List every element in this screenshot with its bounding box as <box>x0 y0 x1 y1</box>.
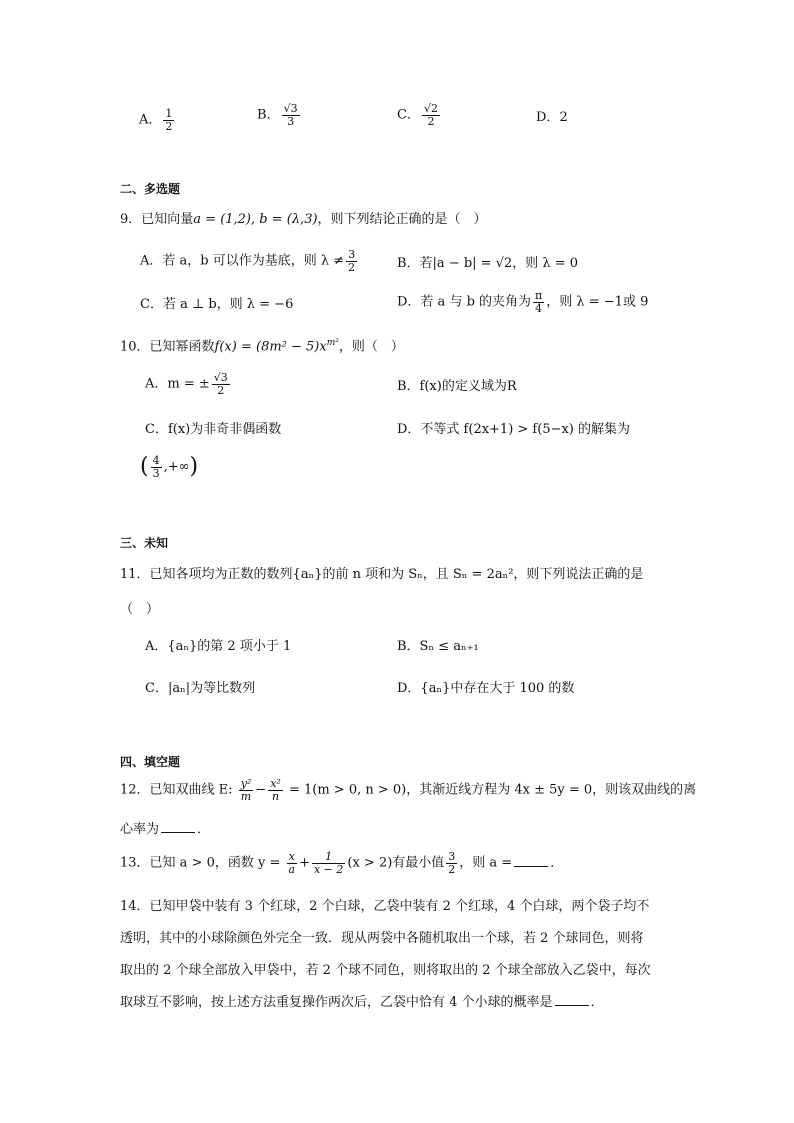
question-14-line4: 取球互不影响，按上述方法重复操作两次后，乙袋中恰有 4 个小球的概率是 ． <box>120 995 604 1010</box>
question-12-line2: 心率为 ． <box>120 822 211 837</box>
section-heading-fill: 四、填空题 <box>120 755 181 769</box>
option-d: D．2 <box>536 110 568 125</box>
q11-option-a: A．{aₙ}的第 2 项小于 1 <box>145 639 292 654</box>
q11-option-d: D．{aₙ}中存在大于 100 的数 <box>397 681 575 696</box>
q10-option-d-interval: ( $\frac{4}{3}$ ,+∞) <box>140 454 199 480</box>
q9-option-d: D．若 a 与 b 的夹角为 $\frac{\pi}{4}$ ，则 λ = −1或 9 <box>397 289 649 315</box>
q13-answer-blank[interactable] <box>514 866 548 867</box>
section-heading-unknown: 三、未知 <box>120 536 169 550</box>
q11-option-c: C．|aₙ|为等比数列 <box>145 681 256 696</box>
question-14-line2: 透明，其中的小球除颜色外完全一致．现从两袋中各随机取出一个球，若 2 个球同色，则将 <box>120 931 644 946</box>
question-11-stem: 11．已知各项均为正数的数列{aₙ}的前 n 项和为 Sₙ，且 Sₙ = 2aₙ²，则下列说法正确的是 <box>120 567 644 582</box>
option-c: C． $\frac{√2}{2}$ <box>397 102 438 128</box>
q9-option-c: C．若 a ⊥ b，则 λ = −6 <box>140 297 294 312</box>
question-10-stem: 10．已知幂函数$f(x) = (8m^2 - 5)x^{m^2}$，则（ ） <box>120 338 404 355</box>
question-13: 13．已知 a > 0，函数 y = $\frac{x}{a}$ + $\frac{1}{x - 2}$ (x > 2)有最小值 $\frac{3}{2}$ ，则 a = ． <box>120 850 564 876</box>
option-a: A． $\frac{1}{2}$ <box>139 107 173 133</box>
q9-option-a: A．若 a，b 可以作为基底，则 λ ≠ $\frac{3}{2}$ <box>140 248 356 274</box>
q10-option-c: C．f(x)为非奇非偶函数 <box>145 422 282 437</box>
section-heading-multi: 二、多选题 <box>120 182 181 196</box>
question-11-stem-cont: （ ） <box>120 602 160 617</box>
q10-option-b: B．f(x)的定义域为R <box>397 379 517 394</box>
q11-option-b: B．Sₙ ≤ aₙ₊₁ <box>397 639 479 654</box>
question-14-line1: 14．已知甲袋中装有 3 个红球，2 个白球，乙袋中装有 2 个红球，4 个白球，两个袋子均不 <box>120 899 650 914</box>
q14-answer-blank[interactable] <box>555 1005 589 1006</box>
q9-option-b: B．若|a − b| = √2，则 λ = 0 <box>397 256 579 271</box>
question-12-line1: 12．已知双曲线 E: $\frac{\text{y²}}{m}$ − $\frac{\text{x²}}{n}$ = 1(m > 0, n > 0)，其渐近线方程为 4x ± 5y = 0，则该双曲线的离 <box>120 777 697 803</box>
question-9-stem: 9．已知向量a = (1,2), b = (λ,3)，则下列结论正确的是（ ） <box>120 212 487 227</box>
question-14-line3: 取出的 2 个球全部放入甲袋中，若 2 个球不同色，则将取出的 2 个球全部放入乙袋中，每次 <box>120 963 651 978</box>
q12-answer-blank[interactable] <box>161 832 195 833</box>
q10-option-a: A．m = ± $\frac{√3}{2}$ <box>145 371 228 397</box>
q10-option-d: D．不等式 f(2x+1) > f(5−x) 的解集为 <box>397 422 631 437</box>
option-b: B． $\frac{√3}{3}$ <box>257 102 298 128</box>
